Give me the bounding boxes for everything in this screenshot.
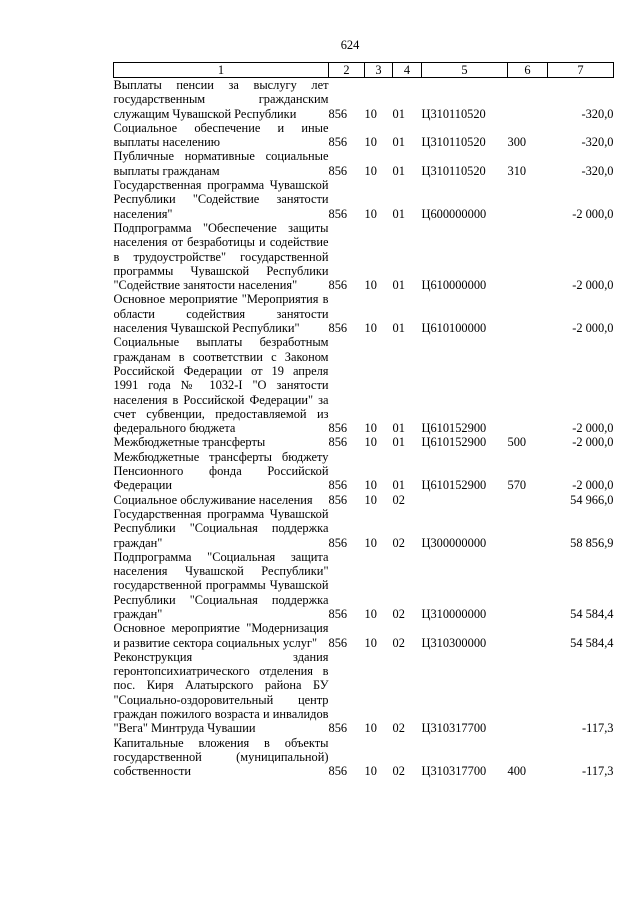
row-target-article: [422, 493, 508, 507]
row-target-article: Ц310110520: [421, 106, 486, 121]
table-row: [114, 507, 614, 550]
page-number: 624: [340, 38, 360, 52]
row-amount: -117,3: [581, 721, 614, 736]
row-gr: 856: [328, 435, 348, 450]
table-row: [114, 121, 614, 150]
header-col-7: 7: [548, 63, 614, 78]
row-expense-type: 400: [507, 764, 527, 779]
table-row: [114, 621, 614, 650]
row-section: 10: [364, 163, 377, 178]
table-row: [114, 292, 614, 335]
row-target-article: Ц610000000: [421, 278, 487, 293]
row-name: Реконструкция здания геронтопсихиатрического отделения в пос. Киря Алатырского района БУ "Социально-оздоровительный центр граждан пожилого возраста и инвалидов "Вега" Минтруда Чувашии: [113, 649, 329, 736]
row-gr: 856: [328, 106, 348, 121]
row-amount: 58 856,9: [570, 535, 614, 550]
row-section: 10: [364, 764, 377, 779]
row-target-article: Ц310317700: [421, 721, 487, 736]
row-subsection: 01: [392, 278, 405, 293]
table-row: [114, 550, 614, 621]
row-amount: -2 000,0: [572, 421, 614, 436]
table-row: [114, 435, 614, 449]
row-amount: -2 000,0: [572, 278, 614, 293]
row-gr: 856: [328, 492, 348, 507]
table-row: [114, 736, 614, 779]
row-name: Публичные нормативные социальные выплаты гражданам: [113, 149, 329, 178]
row-expense-type: [508, 335, 548, 435]
row-section: 10: [364, 535, 377, 550]
row-expense-type: [508, 621, 548, 650]
row-amount: -2 000,0: [572, 435, 614, 450]
row-name: Государственная программа Чувашской Республики "Социальная поддержка граждан": [113, 506, 329, 550]
row-subsection: 01: [392, 478, 405, 493]
table-row: [114, 650, 614, 736]
row-expense-type: 570: [507, 478, 527, 493]
row-name: Межбюджетные трансферты бюджету Пенсионного фонда Российской Федерации: [113, 449, 329, 493]
row-expense-type: [508, 78, 548, 121]
table-row: [114, 493, 614, 507]
row-amount: -2 000,0: [572, 206, 614, 221]
row-amount: -2 000,0: [572, 321, 614, 336]
row-expense-type: [508, 650, 548, 736]
row-name: Основное мероприятие "Мероприятия в области содействия занятости населения Чувашской Республики": [113, 292, 329, 336]
row-amount: 54 966,0: [570, 492, 614, 507]
row-expense-type: [508, 292, 548, 335]
row-subsection: 01: [392, 321, 405, 336]
row-gr: 856: [328, 721, 348, 736]
row-expense-type: [508, 493, 548, 507]
header-row: [114, 63, 614, 78]
row-expense-type: [508, 507, 548, 550]
row-target-article: Ц310300000: [421, 635, 487, 650]
row-gr: 856: [328, 635, 348, 650]
row-target-article: Ц600000000: [421, 206, 487, 221]
row-section: 10: [364, 321, 377, 336]
row-name: Выплаты пенсии за выслугу лет государственным гражданским служащим Чувашской Республики: [113, 78, 329, 121]
row-name: Капитальные вложения в объекты государственной (муниципальной) собственности: [113, 735, 329, 779]
row-target-article: Ц300000000: [421, 535, 487, 550]
row-target-article: Ц310110520: [421, 163, 486, 178]
row-target-article: Ц610100000: [421, 321, 487, 336]
row-subsection: 01: [392, 435, 405, 450]
row-target-article: Ц310110520: [421, 135, 486, 150]
row-subsection: 01: [392, 206, 405, 221]
row-gr: 856: [328, 606, 348, 621]
row-name: Государственная программа Чувашской Республики "Содействие занятости населения": [113, 178, 329, 221]
row-gr: 856: [328, 163, 348, 178]
row-subsection: 02: [392, 606, 405, 621]
budget-table: [113, 62, 614, 779]
header-col-6: 6: [508, 63, 548, 78]
row-expense-type: [508, 178, 548, 221]
header-col-2: 2: [329, 63, 365, 78]
row-gr: 856: [328, 321, 348, 336]
row-gr: 856: [328, 206, 348, 221]
row-target-article: Ц610152900: [421, 421, 487, 436]
table-row: [114, 78, 614, 121]
row-section: 10: [364, 606, 377, 621]
row-name: Подпрограмма "Социальная защита населения Чувашской Республики" государственной программы Чувашской Республики "Социальная поддержка граждан": [113, 549, 329, 621]
row-gr: 856: [328, 421, 348, 436]
row-target-article: Ц610152900: [421, 435, 487, 450]
row-section: 10: [364, 635, 377, 650]
row-section: 10: [364, 421, 377, 436]
row-section: 10: [364, 278, 377, 293]
row-subsection: 01: [392, 163, 405, 178]
row-section: 10: [364, 478, 377, 493]
header-col-4: 4: [393, 63, 422, 78]
row-amount: 54 584,4: [570, 635, 614, 650]
row-section: 10: [364, 206, 377, 221]
row-amount: -320,0: [581, 106, 614, 121]
row-name: Основное мероприятие "Модернизация и развитие сектора социальных услуг": [113, 621, 329, 650]
row-amount: -2 000,0: [572, 478, 614, 493]
row-expense-type: 500: [507, 435, 527, 450]
row-expense-type: [508, 550, 548, 621]
row-section: 10: [364, 492, 377, 507]
row-name: Социальные выплаты безработным гражданам в соответствии с Законом Российской Федерации от 19 апреля 1991 года № 1032-I "О занятости населения в Российской Федерации" за счет субвенции, предоставляемой из федерального бюджета: [113, 335, 329, 436]
row-name: Межбюджетные трансферты: [113, 435, 266, 450]
row-amount: -117,3: [581, 764, 614, 779]
row-subsection: 01: [392, 421, 405, 436]
row-section: 10: [364, 435, 377, 450]
row-target-article: Ц610152900: [421, 478, 487, 493]
row-subsection: 02: [392, 635, 405, 650]
row-subsection: 01: [392, 106, 405, 121]
row-subsection: 02: [392, 492, 405, 507]
table-row: [114, 149, 614, 178]
row-section: 10: [364, 721, 377, 736]
row-expense-type: [508, 221, 548, 292]
row-gr: 856: [328, 278, 348, 293]
row-name: Подпрограмма "Обеспечение защиты населения от безработицы и содействие в трудоустройстве" государственной программы Чувашской Республики "Содействие занятости населения": [113, 220, 329, 293]
table-row: [114, 450, 614, 493]
row-expense-type: 300: [507, 135, 527, 150]
row-amount: -320,0: [581, 163, 614, 178]
header-col-1: 1: [114, 63, 329, 78]
row-amount: -320,0: [581, 135, 614, 150]
table-row: [114, 178, 614, 221]
table-row: [114, 221, 614, 292]
row-name: Социальное обеспечение и иные выплаты населению: [113, 120, 329, 150]
header-col-3: 3: [365, 63, 393, 78]
row-gr: 856: [328, 135, 348, 150]
row-name: Социальное обслуживание населения: [113, 492, 313, 507]
row-gr: 856: [328, 535, 348, 550]
row-target-article: Ц310000000: [421, 606, 487, 621]
row-section: 10: [364, 106, 377, 121]
row-subsection: 02: [392, 721, 405, 736]
row-subsection: 02: [392, 535, 405, 550]
table-row: [114, 335, 614, 435]
row-gr: 856: [328, 478, 348, 493]
row-target-article: Ц310317700: [421, 764, 487, 779]
row-subsection: 01: [392, 135, 405, 150]
row-expense-type: 310: [507, 163, 527, 178]
row-gr: 856: [328, 764, 348, 779]
row-section: 10: [364, 135, 377, 150]
row-amount: 54 584,4: [570, 606, 614, 621]
row-subsection: 02: [392, 764, 405, 779]
header-col-5: 5: [422, 63, 508, 78]
